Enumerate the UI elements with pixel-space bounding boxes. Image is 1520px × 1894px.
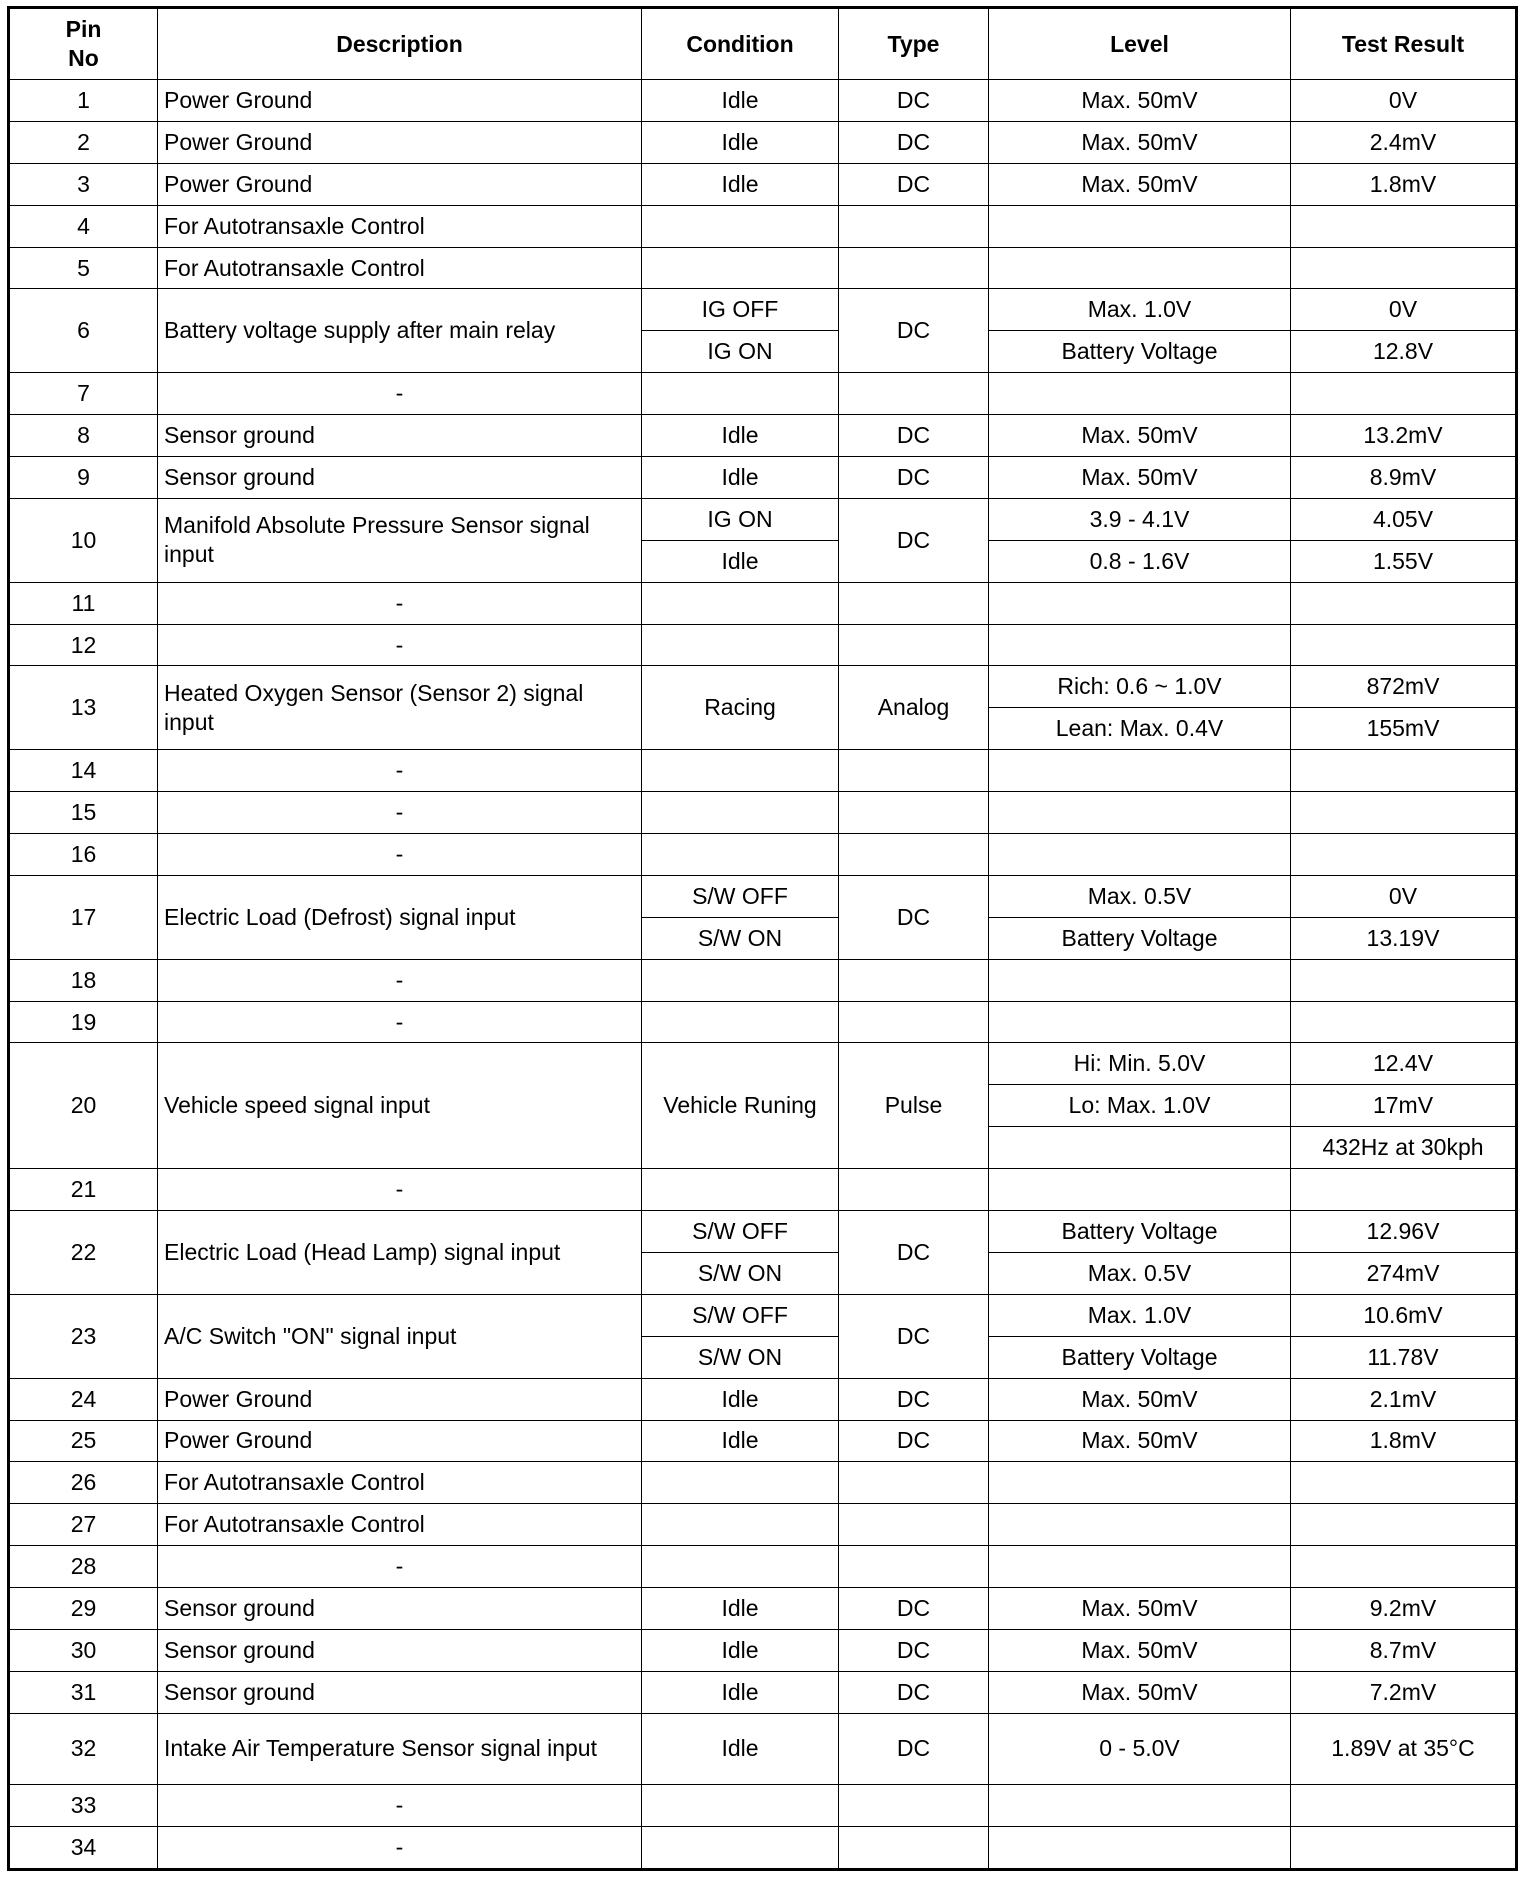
level-cell: Max. 50mV [989, 457, 1291, 499]
pin-description: Manifold Absolute Pressure Sensor signal input [158, 498, 642, 582]
test-result-cell [1291, 750, 1517, 792]
condition-cell: IG ON [642, 498, 839, 540]
level-cell [989, 750, 1291, 792]
pin-description: Heated Oxygen Sensor (Sensor 2) signal input [158, 666, 642, 750]
pin-number: 22 [9, 1211, 158, 1295]
header-condition: Condition [642, 8, 839, 80]
table-row [9, 1504, 1517, 1546]
pin-description: For Autotransaxle Control [158, 247, 642, 289]
pin-number: 9 [9, 457, 158, 499]
condition-cell [642, 792, 839, 834]
pin-number: 29 [9, 1588, 158, 1630]
type-cell [839, 582, 989, 624]
pin-number: 23 [9, 1294, 158, 1378]
level-cell: Max. 0.5V [989, 1252, 1291, 1294]
condition-cell [642, 750, 839, 792]
test-result-cell: 8.9mV [1291, 457, 1517, 499]
pin-description: For Autotransaxle Control [158, 205, 642, 247]
test-result-cell [1291, 624, 1517, 666]
pin-number: 28 [9, 1546, 158, 1588]
pin-description: - [158, 1546, 642, 1588]
condition-cell: Idle [642, 1588, 839, 1630]
test-result-cell: 0V [1291, 289, 1517, 331]
condition-cell [642, 1826, 839, 1869]
pin-description: Sensor ground [158, 457, 642, 499]
type-cell: DC [839, 1294, 989, 1378]
level-cell [989, 792, 1291, 834]
pin-description: Power Ground [158, 80, 642, 122]
table-row [9, 1378, 1517, 1420]
test-result-cell: 11.78V [1291, 1336, 1517, 1378]
pin-number: 4 [9, 205, 158, 247]
test-result-cell: 274mV [1291, 1252, 1517, 1294]
pin-description: For Autotransaxle Control [158, 1504, 642, 1546]
condition-cell: S/W OFF [642, 1211, 839, 1253]
pin-number: 1 [9, 80, 158, 122]
type-cell: Pulse [839, 1043, 989, 1169]
condition-cell [642, 1546, 839, 1588]
pin-number: 30 [9, 1629, 158, 1671]
test-result-cell [1291, 1504, 1517, 1546]
pin-description: Power Ground [158, 121, 642, 163]
pin-description: - [158, 792, 642, 834]
level-cell: Max. 1.0V [989, 1294, 1291, 1336]
type-cell [839, 792, 989, 834]
table-row [9, 1169, 1517, 1211]
header-description: Description [158, 8, 642, 80]
test-result-cell: 0V [1291, 875, 1517, 917]
level-cell: Max. 0.5V [989, 875, 1291, 917]
pin-description: Sensor ground [158, 1629, 642, 1671]
level-cell [989, 834, 1291, 876]
type-cell: DC [839, 1671, 989, 1713]
test-result-cell: 4.05V [1291, 498, 1517, 540]
condition-cell [642, 624, 839, 666]
table-row [9, 666, 1517, 708]
level-cell: Max. 1.0V [989, 289, 1291, 331]
test-result-cell: 1.8mV [1291, 1420, 1517, 1462]
test-result-cell: 13.2mV [1291, 415, 1517, 457]
level-cell: Max. 50mV [989, 121, 1291, 163]
level-cell: Lean: Max. 0.4V [989, 708, 1291, 750]
type-cell: DC [839, 80, 989, 122]
level-cell [989, 959, 1291, 1001]
pin-number: 18 [9, 959, 158, 1001]
condition-cell [642, 1504, 839, 1546]
header-type: Type [839, 8, 989, 80]
table-row [9, 163, 1517, 205]
pin-description: Power Ground [158, 1378, 642, 1420]
type-cell [839, 1546, 989, 1588]
table-row [9, 1713, 1517, 1784]
condition-cell: S/W ON [642, 1252, 839, 1294]
pin-description: - [158, 582, 642, 624]
table-row [9, 457, 1517, 499]
table-row [9, 1826, 1517, 1869]
condition-cell: S/W OFF [642, 1294, 839, 1336]
condition-cell: IG OFF [642, 289, 839, 331]
test-result-cell: 17mV [1291, 1085, 1517, 1127]
level-cell: Max. 50mV [989, 1671, 1291, 1713]
test-result-cell: 872mV [1291, 666, 1517, 708]
test-result-cell [1291, 205, 1517, 247]
level-cell [989, 1504, 1291, 1546]
table-row [9, 1211, 1517, 1253]
pin-description: Sensor ground [158, 1588, 642, 1630]
type-cell: DC [839, 1378, 989, 1420]
type-cell: Analog [839, 666, 989, 750]
condition-cell: Idle [642, 1629, 839, 1671]
test-result-cell: 0V [1291, 80, 1517, 122]
pin-number: 17 [9, 875, 158, 959]
table-row [9, 1546, 1517, 1588]
condition-cell: S/W ON [642, 1336, 839, 1378]
condition-cell [642, 205, 839, 247]
pin-description: Intake Air Temperature Sensor signal input [158, 1713, 642, 1784]
level-cell [989, 582, 1291, 624]
type-cell: DC [839, 289, 989, 373]
pin-description: - [158, 373, 642, 415]
level-cell: Max. 50mV [989, 163, 1291, 205]
type-cell: DC [839, 1713, 989, 1784]
condition-cell [642, 1462, 839, 1504]
table-row [9, 415, 1517, 457]
pin-description: - [158, 959, 642, 1001]
pin-description: A/C Switch "ON" signal input [158, 1294, 642, 1378]
table-row [9, 582, 1517, 624]
level-cell: Max. 50mV [989, 1629, 1291, 1671]
pin-description: - [158, 750, 642, 792]
pin-description: - [158, 1784, 642, 1826]
condition-cell: Idle [642, 415, 839, 457]
pin-number: 27 [9, 1504, 158, 1546]
table-row [9, 750, 1517, 792]
pin-number: 34 [9, 1826, 158, 1869]
test-result-cell: 1.8mV [1291, 163, 1517, 205]
test-result-cell: 432Hz at 30kph [1291, 1127, 1517, 1169]
table-row [9, 624, 1517, 666]
header-row [9, 8, 1517, 80]
pin-number: 14 [9, 750, 158, 792]
condition-cell [642, 959, 839, 1001]
pin-number: 15 [9, 792, 158, 834]
header-pin [9, 8, 158, 80]
condition-cell: IG ON [642, 331, 839, 373]
level-cell [989, 1127, 1291, 1169]
test-result-cell: 155mV [1291, 708, 1517, 750]
level-cell: Max. 50mV [989, 1378, 1291, 1420]
type-cell [839, 205, 989, 247]
pin-description: Power Ground [158, 163, 642, 205]
level-cell [989, 1784, 1291, 1826]
table-row [9, 834, 1517, 876]
pin-description: Battery voltage supply after main relay [158, 289, 642, 373]
table-row [9, 373, 1517, 415]
table-row [9, 1629, 1517, 1671]
condition-cell [642, 373, 839, 415]
test-result-cell: 8.7mV [1291, 1629, 1517, 1671]
type-cell [839, 959, 989, 1001]
test-result-cell: 2.4mV [1291, 121, 1517, 163]
type-cell [839, 834, 989, 876]
header-test-result: Test Result [1291, 8, 1517, 80]
pin-description: Sensor ground [158, 1671, 642, 1713]
table-row [9, 1784, 1517, 1826]
type-cell [839, 750, 989, 792]
pin-description: Power Ground [158, 1420, 642, 1462]
pin-number: 24 [9, 1378, 158, 1420]
type-cell [839, 1826, 989, 1869]
table-row [9, 1294, 1517, 1336]
pin-number: 33 [9, 1784, 158, 1826]
pin-number: 25 [9, 1420, 158, 1462]
type-cell: DC [839, 1588, 989, 1630]
pin-number: 21 [9, 1169, 158, 1211]
table-row [9, 80, 1517, 122]
level-cell: Battery Voltage [989, 331, 1291, 373]
condition-cell: Idle [642, 457, 839, 499]
table-row [9, 1588, 1517, 1630]
level-cell [989, 624, 1291, 666]
table-row [9, 1420, 1517, 1462]
level-cell [989, 205, 1291, 247]
type-cell [839, 624, 989, 666]
test-result-cell [1291, 1826, 1517, 1869]
level-cell [989, 1826, 1291, 1869]
pin-description: Sensor ground [158, 415, 642, 457]
level-cell [989, 1546, 1291, 1588]
pin-number: 10 [9, 498, 158, 582]
type-cell: DC [839, 1420, 989, 1462]
level-cell: Max. 50mV [989, 1588, 1291, 1630]
table-row [9, 247, 1517, 289]
level-cell: 0.8 - 1.6V [989, 540, 1291, 582]
table-row [9, 792, 1517, 834]
condition-cell [642, 834, 839, 876]
test-result-cell: 1.55V [1291, 540, 1517, 582]
level-cell: Max. 50mV [989, 80, 1291, 122]
test-result-cell [1291, 1784, 1517, 1826]
type-cell: DC [839, 121, 989, 163]
table-row [9, 1671, 1517, 1713]
test-result-cell: 9.2mV [1291, 1588, 1517, 1630]
type-cell [839, 373, 989, 415]
pin-description: For Autotransaxle Control [158, 1462, 642, 1504]
level-cell: Battery Voltage [989, 917, 1291, 959]
test-result-cell [1291, 373, 1517, 415]
header-pin-label: Pin No [65, 16, 102, 71]
test-result-cell [1291, 1169, 1517, 1211]
table-row [9, 875, 1517, 917]
pin-description: - [158, 1826, 642, 1869]
test-result-cell [1291, 834, 1517, 876]
type-cell [839, 1001, 989, 1043]
type-cell [839, 1169, 989, 1211]
test-result-cell [1291, 1001, 1517, 1043]
pin-description: Electric Load (Defrost) signal input [158, 875, 642, 959]
condition-cell: S/W OFF [642, 875, 839, 917]
condition-cell: Racing [642, 666, 839, 750]
condition-cell: Idle [642, 80, 839, 122]
level-cell [989, 247, 1291, 289]
level-cell [989, 1169, 1291, 1211]
level-cell [989, 373, 1291, 415]
test-result-cell: 12.8V [1291, 331, 1517, 373]
pin-number: 3 [9, 163, 158, 205]
type-cell: DC [839, 1211, 989, 1295]
test-result-cell [1291, 792, 1517, 834]
test-result-cell: 1.89V at 35°C [1291, 1713, 1517, 1784]
pin-number: 32 [9, 1713, 158, 1784]
table-row [9, 1043, 1517, 1085]
pin-number: 19 [9, 1001, 158, 1043]
condition-cell: Idle [642, 1671, 839, 1713]
type-cell [839, 1504, 989, 1546]
test-result-cell: 10.6mV [1291, 1294, 1517, 1336]
pin-description: Electric Load (Head Lamp) signal input [158, 1211, 642, 1295]
table-row [9, 205, 1517, 247]
table-row [9, 498, 1517, 540]
table-row [9, 1001, 1517, 1043]
level-cell [989, 1001, 1291, 1043]
level-cell: Lo: Max. 1.0V [989, 1085, 1291, 1127]
pin-number: 5 [9, 247, 158, 289]
pin-number: 12 [9, 624, 158, 666]
level-cell: Rich: 0.6 ~ 1.0V [989, 666, 1291, 708]
condition-cell: Idle [642, 1420, 839, 1462]
table-row [9, 289, 1517, 331]
condition-cell: Idle [642, 163, 839, 205]
table-body [9, 80, 1517, 1870]
pin-description: - [158, 624, 642, 666]
level-cell: Battery Voltage [989, 1211, 1291, 1253]
pin-number: 16 [9, 834, 158, 876]
test-result-cell [1291, 1462, 1517, 1504]
pin-number: 2 [9, 121, 158, 163]
type-cell [839, 1784, 989, 1826]
pin-number: 7 [9, 373, 158, 415]
pin-number: 6 [9, 289, 158, 373]
pin-number: 26 [9, 1462, 158, 1504]
test-result-cell [1291, 1546, 1517, 1588]
pin-test-table [7, 6, 1518, 1871]
condition-cell: Vehicle Runing [642, 1043, 839, 1169]
pin-number: 20 [9, 1043, 158, 1169]
level-cell: Max. 50mV [989, 415, 1291, 457]
level-cell: Battery Voltage [989, 1336, 1291, 1378]
test-result-cell: 13.19V [1291, 917, 1517, 959]
condition-cell [642, 1784, 839, 1826]
pin-number: 31 [9, 1671, 158, 1713]
condition-cell [642, 1001, 839, 1043]
pin-number: 8 [9, 415, 158, 457]
type-cell: DC [839, 875, 989, 959]
header-level: Level [989, 8, 1291, 80]
level-cell [989, 1462, 1291, 1504]
condition-cell: Idle [642, 1378, 839, 1420]
condition-cell: Idle [642, 1713, 839, 1784]
condition-cell: S/W ON [642, 917, 839, 959]
level-cell: Hi: Min. 5.0V [989, 1043, 1291, 1085]
pin-number: 11 [9, 582, 158, 624]
type-cell: DC [839, 498, 989, 582]
test-result-cell: 7.2mV [1291, 1671, 1517, 1713]
condition-cell [642, 1169, 839, 1211]
table-row [9, 121, 1517, 163]
pin-description: - [158, 1001, 642, 1043]
type-cell [839, 247, 989, 289]
table-row [9, 1462, 1517, 1504]
level-cell: Max. 50mV [989, 1420, 1291, 1462]
pin-description: - [158, 1169, 642, 1211]
test-result-cell: 2.1mV [1291, 1378, 1517, 1420]
type-cell: DC [839, 457, 989, 499]
test-result-cell: 12.96V [1291, 1211, 1517, 1253]
condition-cell [642, 247, 839, 289]
type-cell: DC [839, 163, 989, 205]
pin-description: - [158, 834, 642, 876]
condition-cell: Idle [642, 121, 839, 163]
pin-number: 13 [9, 666, 158, 750]
condition-cell [642, 582, 839, 624]
test-result-cell [1291, 582, 1517, 624]
test-result-cell [1291, 247, 1517, 289]
test-result-cell: 12.4V [1291, 1043, 1517, 1085]
condition-cell: Idle [642, 540, 839, 582]
type-cell: DC [839, 415, 989, 457]
level-cell: 3.9 - 4.1V [989, 498, 1291, 540]
type-cell [839, 1462, 989, 1504]
pin-description: Vehicle speed signal input [158, 1043, 642, 1169]
test-result-cell [1291, 959, 1517, 1001]
table-row [9, 959, 1517, 1001]
level-cell: 0 - 5.0V [989, 1713, 1291, 1784]
type-cell: DC [839, 1629, 989, 1671]
